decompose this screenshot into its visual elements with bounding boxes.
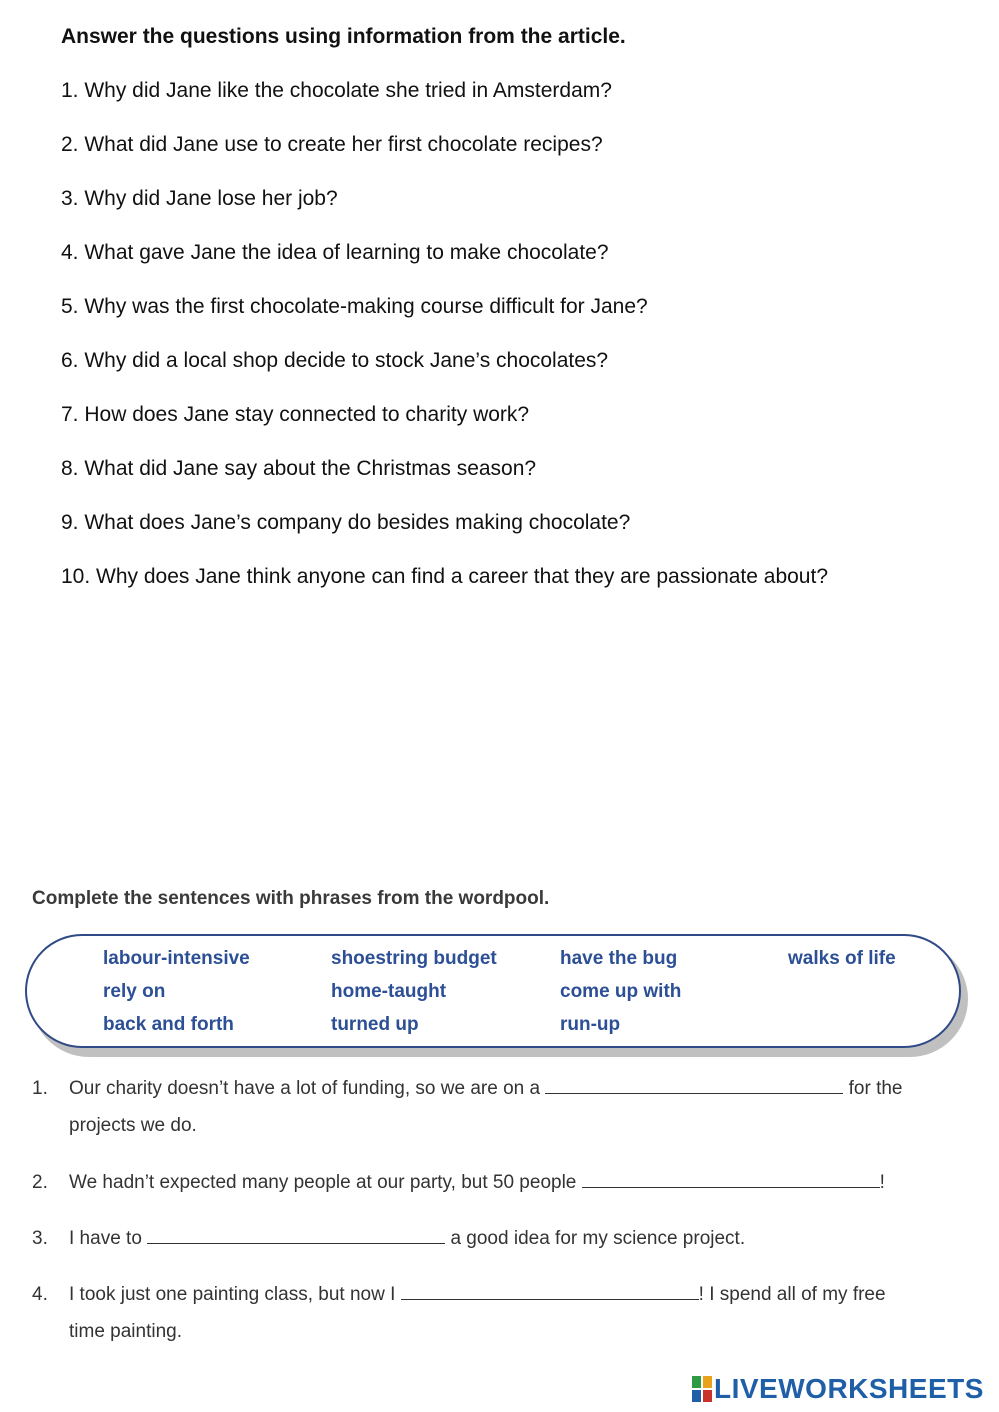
logo-square <box>692 1376 701 1388</box>
sentence-text: ! I spend all of my free <box>698 1284 886 1305</box>
answer-blank[interactable] <box>401 1298 699 1300</box>
section1-instruction: Answer the questions using information from the article. <box>61 25 626 48</box>
question-2: 2. What did Jane use to create her first chocolate recipes? <box>61 133 603 156</box>
sentence-number: 3. <box>32 1228 48 1249</box>
sentence-4 <box>69 1284 886 1306</box>
sentence-text: We hadn’t expected many people at our party, but 50 people <box>69 1172 582 1193</box>
question-10: 10. Why does Jane think anyone can find a career that they are passionate about? <box>61 565 829 588</box>
sentence-number: 4. <box>32 1284 48 1305</box>
wordpool-item: have the bug <box>560 948 678 969</box>
answer-blank[interactable] <box>582 1186 880 1188</box>
sentence-text: I have to <box>69 1228 148 1249</box>
wordpool-item: rely on <box>103 981 166 1002</box>
question-8: 8. What did Jane say about the Christmas season? <box>61 457 537 480</box>
question-4: 4. What gave Jane the idea of learning to make chocolate? <box>61 241 609 264</box>
question-5: 5. Why was the first chocolate-making course difficult for Jane? <box>61 295 648 318</box>
answer-blank[interactable] <box>147 1242 445 1244</box>
logo-grid-icon <box>692 1376 712 1402</box>
wordpool-item: shoestring budget <box>331 948 497 969</box>
logo-square <box>703 1390 712 1402</box>
sentence-text: Our charity doesn’t have a lot of funding, so we are on a <box>69 1078 546 1099</box>
sentence-1-line2: projects we do. <box>69 1115 197 1136</box>
answer-blank[interactable] <box>545 1092 843 1094</box>
section2-instruction: Complete the sentences with phrases from the wordpool. <box>32 888 550 909</box>
question-1: 1. Why did Jane like the chocolate she tried in Amsterdam? <box>61 79 612 102</box>
question-6: 6. Why did a local shop decide to stock Jane’s chocolates? <box>61 349 609 372</box>
sentence-text: for the <box>843 1078 903 1099</box>
wordpool-item: turned up <box>331 1014 419 1035</box>
wordpool-item: run-up <box>560 1014 621 1035</box>
sentence-3 <box>69 1228 745 1250</box>
logo-text: LIVEWORKSHEETS <box>714 1373 984 1404</box>
logo-square <box>703 1376 712 1388</box>
wordpool-item: come up with <box>560 981 682 1002</box>
sentence-text: ! <box>879 1172 885 1193</box>
liveworksheets-logo <box>692 1373 984 1405</box>
wordpool-item: back and forth <box>103 1014 234 1035</box>
sentence-4-line2: time painting. <box>69 1321 183 1342</box>
sentence-text: I took just one painting class, but now I <box>69 1284 401 1305</box>
question-7: 7. How does Jane stay connected to charity work? <box>61 403 530 426</box>
wordpool-item: home-taught <box>331 981 447 1002</box>
sentence-number: 2. <box>32 1172 48 1193</box>
sentence-text: a good idea for my science project. <box>445 1228 746 1249</box>
question-3: 3. Why did Jane lose her job? <box>61 187 338 210</box>
logo-square <box>692 1390 701 1402</box>
sentence-1 <box>69 1078 903 1100</box>
wordpool-item: walks of life <box>788 948 896 969</box>
sentence-number: 1. <box>32 1078 48 1099</box>
sentence-2 <box>69 1172 885 1194</box>
wordpool-item: labour-intensive <box>103 948 250 969</box>
question-9: 9. What does Jane’s company do besides making chocolate? <box>61 511 631 534</box>
